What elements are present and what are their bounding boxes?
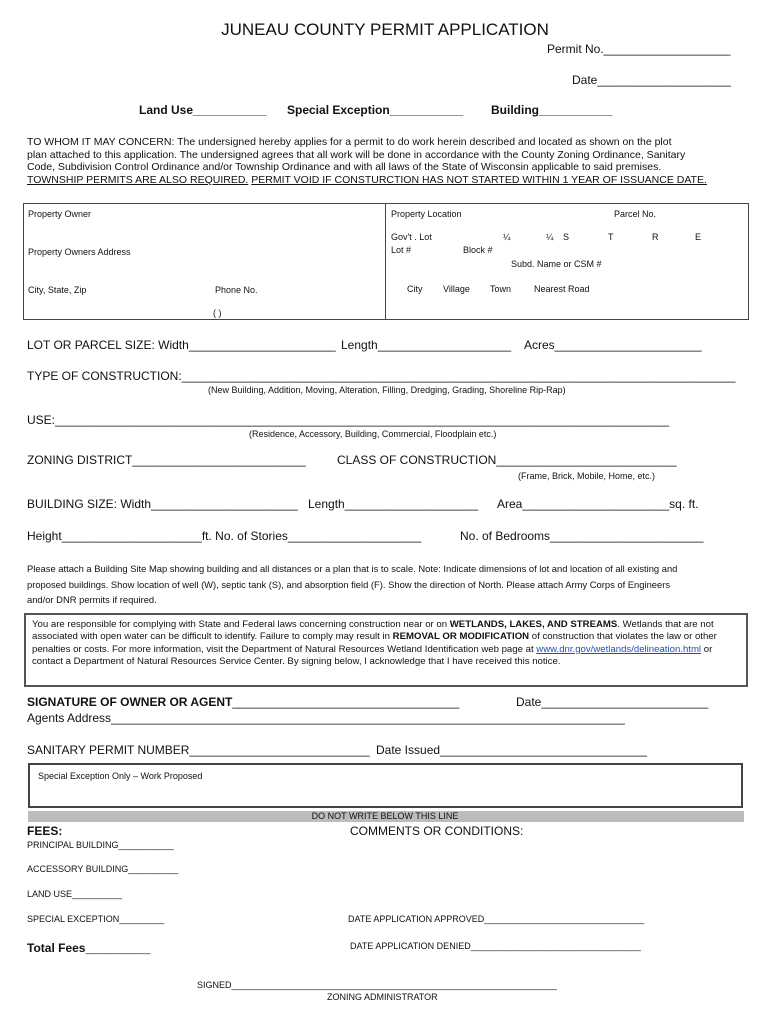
city-option: City <box>407 284 423 294</box>
notice-text: You are responsible for complying with State and Federal laws concerning construction near or on <box>32 619 450 630</box>
bedrooms-field[interactable]: No. of Bedrooms_______________________ <box>460 529 704 543</box>
date-denied-field[interactable]: DATE APPLICATION DENIED__________________________________ <box>350 941 641 951</box>
construction-class-field[interactable]: CLASS OF CONSTRUCTION___________________________ <box>337 453 677 467</box>
dnr-wetlands-link[interactable]: www.dnr.gov/wetlands/delineation.html <box>536 643 702 655</box>
wetlands-notice <box>24 613 748 687</box>
special-exception-option[interactable]: Special Exception___________ <box>287 103 464 117</box>
signature-label: SIGNATURE OF OWNER OR AGENT <box>27 695 233 709</box>
total-fees-label: Total Fees <box>27 941 86 955</box>
lot-acres-field[interactable]: Acres______________________ <box>524 338 702 352</box>
section-label: S <box>563 232 570 242</box>
subdivision-label: Subd. Name or CSM # <box>511 259 602 269</box>
quarter-label: ¼ <box>503 232 511 242</box>
header-date-field[interactable]: Date____________________ <box>572 73 731 87</box>
building-length-field[interactable]: Length____________________ <box>308 497 479 511</box>
permit-number-field[interactable]: Permit No.___________________ <box>547 42 731 56</box>
total-fees-line: _____________ <box>85 944 151 954</box>
height-stories-field[interactable]: Height_____________________ft. No. of Stories____________________ <box>27 529 422 543</box>
lot-width-field[interactable]: LOT OR PARCEL SIZE: Width______________________ <box>27 338 336 352</box>
city-state-zip-label: City, State, Zip <box>28 285 87 295</box>
signature-field[interactable] <box>27 695 459 709</box>
parcel-number-label: Parcel No. <box>614 209 657 219</box>
fees-heading: FEES: <box>27 824 63 838</box>
block-number-label: Block # <box>463 245 493 255</box>
notice-text: or contact a Department of Natural Resources Service Center. By signing below, I acknowledge that I have received this notice. <box>32 643 713 667</box>
principal-building-fee[interactable]: PRINCIPAL BUILDING___________ <box>27 840 174 850</box>
phone-area-code: ( ) <box>213 308 222 318</box>
site-map-line: Please attach a Building Site Map showing building and all distances or a plan that is to scale. Note: Indicate dimensions of lot and location of all existing and <box>27 563 678 574</box>
signature-line: __________________________________ <box>232 695 460 709</box>
village-option: Village <box>443 284 470 294</box>
signature-date-field[interactable]: Date_________________________ <box>516 695 709 709</box>
range-label: R <box>652 232 659 242</box>
do-not-write-label: DO NOT WRITE BELOW THIS LINE <box>311 811 459 821</box>
construction-type-hint: (New Building, Addition, Moving, Alteration, Filling, Dredging, Grading, Shoreline Rip-Rap) <box>208 385 566 395</box>
use-hint: (Residence, Accessory, Building, Commercial, Floodplain etc.) <box>249 429 497 439</box>
building-option[interactable]: Building___________ <box>491 103 613 117</box>
site-map-note <box>27 561 757 608</box>
land-use-option[interactable]: Land Use___________ <box>139 103 267 117</box>
govt-lot-label: Gov't . Lot <box>391 232 432 242</box>
accessory-building-fee[interactable]: ACCESSORY BUILDING__________ <box>27 864 179 874</box>
building-area-field[interactable]: Area______________________sq. ft. <box>497 497 699 511</box>
concern-line-warnings <box>27 174 757 187</box>
agents-address-field[interactable]: Agents Address_____________________________________________________________________________ <box>27 711 625 725</box>
date-issued-field[interactable]: Date Issued_______________________________ <box>376 743 647 757</box>
property-location-label: Property Location <box>391 209 462 219</box>
quarter-label: ¼ <box>546 232 554 242</box>
nearest-road-label: Nearest Road <box>534 284 590 294</box>
property-owner-label: Property Owner <box>28 209 92 219</box>
page-title: JUNEAU COUNTY PERMIT APPLICATION <box>221 20 549 39</box>
permit-void-warning: PERMIT VOID IF CONSTURCTION HAS NOT STARTED WITHIN 1 YEAR OF ISSUANCE DATE. <box>251 173 707 186</box>
total-fees-field[interactable] <box>27 939 151 957</box>
owner-location-box <box>23 203 749 320</box>
construction-type-field[interactable]: TYPE OF CONSTRUCTION:___________________________________________________________________________________ <box>27 369 736 383</box>
notice-bold: REMOVAL OR MODIFICATION <box>392 631 530 643</box>
zoning-district-field[interactable]: ZONING DISTRICT__________________________ <box>27 453 306 467</box>
zoning-administrator-label: ZONING ADMINISTRATOR <box>327 992 438 1002</box>
concern-line: TO WHOM IT MAY CONCERN: The undersigned hereby applies for a permit to do work herein described and located as shown on the plot <box>27 136 672 148</box>
use-field[interactable]: USE:____________________________________________________________________________________________ <box>27 413 669 427</box>
construction-class-hint: (Frame, Brick, Mobile, Home, etc.) <box>518 471 656 481</box>
east-label: E <box>695 232 702 242</box>
comments-heading: COMMENTS OR CONDITIONS: <box>350 824 524 838</box>
land-use-fee[interactable]: LAND USE__________ <box>27 889 123 899</box>
site-map-line: proposed buildings. Show location of well (W), septic tank (S), and absorption field (F). Show the direction of North. Please attach Army Corps of Engineers <box>27 578 671 590</box>
site-map-line: and/or DNR permits if required. <box>27 594 157 605</box>
concern-line: Code, Subdivision Control Ordinance and/or Township Ordinance and with all laws of the State of Wisconsin applicable to said premises. <box>27 161 662 174</box>
special-exception-box[interactable] <box>28 763 743 808</box>
lot-length-field[interactable]: Length____________________ <box>341 338 512 352</box>
owners-address-label: Property Owners Address <box>28 247 131 257</box>
date-approved-field[interactable]: DATE APPLICATION APPROVED________________________________ <box>348 914 645 924</box>
concern-paragraph <box>27 136 757 186</box>
township-label: T <box>608 232 614 242</box>
notice-text: . Wetlands that are not associated with open water can be difficult to identify. Failure to comply may result in <box>32 619 714 643</box>
sanitary-permit-field[interactable]: SANITARY PERMIT NUMBER___________________________ <box>27 743 370 757</box>
special-exception-label: Special Exception Only – Work Proposed <box>38 771 203 781</box>
phone-label: Phone No. <box>215 285 258 295</box>
lot-number-label: Lot # <box>391 245 412 255</box>
township-permit-warning: TOWNSHIP PERMITS ARE ALSO REQUIRED. <box>27 173 249 186</box>
administrator-signature-field[interactable]: SIGNED_________________________________________________________________ <box>197 980 557 990</box>
owner-box-divider <box>385 203 386 320</box>
building-width-field[interactable]: BUILDING SIZE: Width______________________ <box>27 497 298 511</box>
notice-bold: WETLANDS, LAKES, AND STREAMS <box>449 619 618 630</box>
special-exception-fee[interactable]: SPECIAL EXCEPTION_________ <box>27 914 165 924</box>
town-option: Town <box>490 284 512 294</box>
concern-line: plan attached to this application. The undersigned agrees that all work will be done in accordance with the County Zoning Ordinance, Sanitary <box>27 148 686 161</box>
notice-text: of construction that violates the law or other penalties or costs. For more information, visit the Department of Natural Resources Wetland Identification web page at <box>32 631 717 655</box>
